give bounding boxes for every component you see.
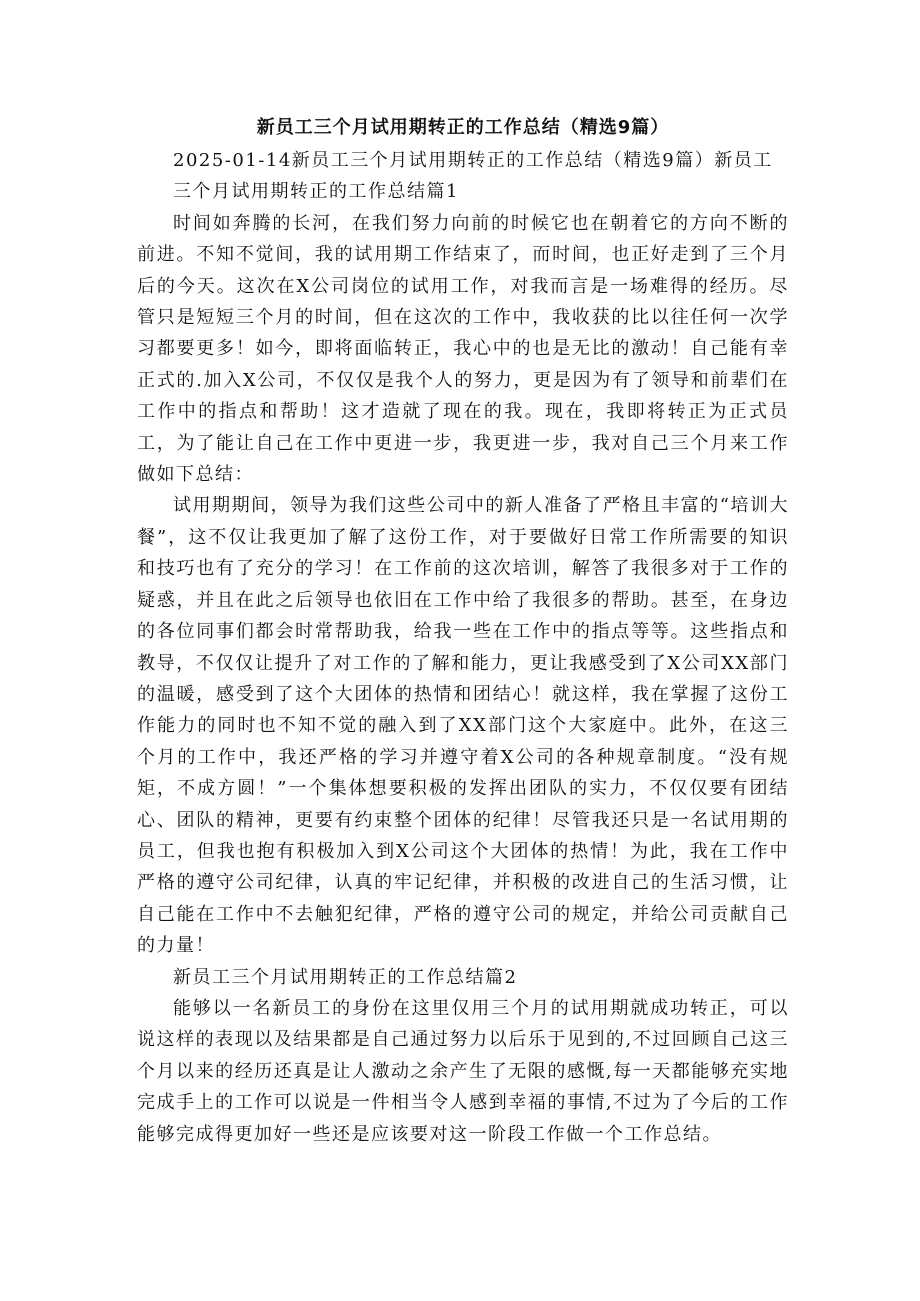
paragraph-1: 时间如奔腾的长河，在我们努力向前的时候它也在朝着它的方向不断的前进。不知不觉间，我的试用期工作结束了，而时间，也正好走到了三个月后的今天。这次在X公司岗位的试用工作，对我而言是一场难得的经历。尽管只是短短三个月的时间，但在这次的工作中，我收获的比以往任何一次学习都要更多！如今，即将面临转正，我心中的也是无比的激动！自己能有幸正式的.加入X公司，不仅仅是我个人的努力，更是因为有了领导和前辈们在工作中的指点和帮助！这才造就了现在的我。现在，我即将转正为正式员工，为了能让自己在工作中更进一步，我更进一步，我对自己三个月来工作做如下总结： bbox=[137, 212, 789, 486]
document-page bbox=[137, 112, 789, 1150]
document-title: 新员工三个月试用期转正的工作总结（精选9篇） bbox=[256, 117, 670, 138]
section-heading-2: 新员工三个月试用期转正的工作总结篇2 bbox=[173, 966, 518, 988]
document-intro: 2025-01-14新员工三个月试用期转正的工作总结（精选9篇）新员工三个月试用期转正的工作总结篇1 bbox=[173, 150, 773, 203]
paragraph-2: 试用期期间，领导为我们这些公司中的新人准备了严格且丰富的“培训大餐”，这不仅让我更加了解了这份工作，对于要做好日常工作所需要的知识和技巧也有了充分的学习！在工作前的这次培训，解答了我很多对于工作的疑惑，并且在此之后领导也依旧在工作中给了我很多的帮助。甚至，在身边的各位同事们都会时常帮助我，给我一些在工作中的指点等等。这些指点和教导，不仅仅让提升了对工作的了解和能力，更让我感受到了X公司XX部门的温暖，感受到了这个大团体的热情和团结心！就这样，我在掌握了这份工作能力的同时也不知不觉的融入到了XX部门这个大家庭中。此外，在这三个月的工作中，我还严格的学习并遵守着X公司的各种规章制度。“没有规矩，不成方圆！”一个集体想要积极的发挥出团队的实力，不仅仅要有团结心、团队的精神，更要有约束整个团体的纪律！尽管我还只是一名试用期的员工，但我也抱有积极加入到X公司这个大团体的热情！为此，我在工作中严格的遵守公司纪律，认真的牢记纪律，并积极的改进自己的生活习惯，让自己能在工作中不去触犯纪律，严格的遵守公司的规定，并给公司贡献自己的力量！ bbox=[137, 495, 789, 957]
paragraph-3: 能够以一名新员工的身份在这里仅用三个月的试用期就成功转正，可以说这样的表现以及结果都是自己通过努力以后乐于见到的,不过回顾自己这三个月以来的经历还真是让人激动之余产生了无限的感慨,每一天都能够充实地完成手上的工作可以说是一件相当令人感到幸福的事情,不过为了今后的工作能够完成得更加好一些还是应该要对这一阶段工作做一个工作总结。 bbox=[137, 997, 789, 1145]
